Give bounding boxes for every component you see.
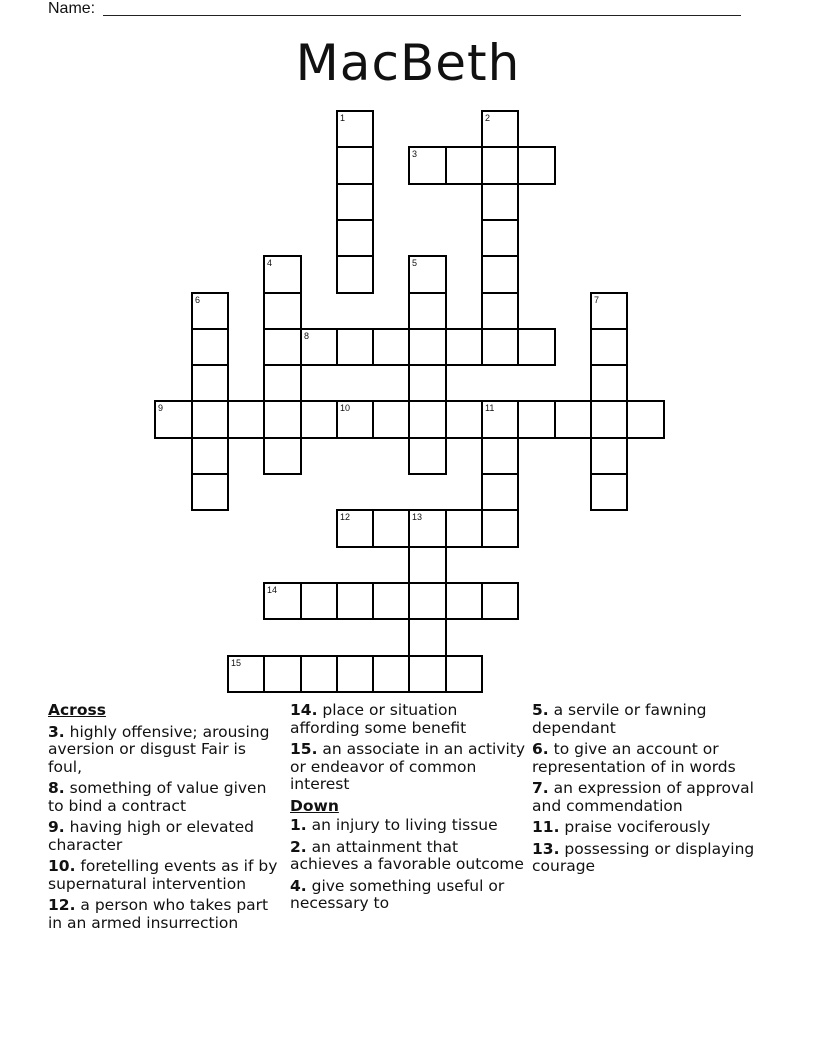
clues-column-1 xyxy=(48,702,284,936)
clue-down-5 xyxy=(532,702,772,737)
grid-cell[interactable] xyxy=(481,509,519,548)
grid-cell[interactable] xyxy=(336,400,374,439)
grid-cell[interactable] xyxy=(590,400,628,439)
clue-number: 12. xyxy=(48,896,76,914)
clue-number: 1. xyxy=(290,816,307,834)
grid-cell[interactable] xyxy=(517,328,556,366)
grid-cell[interactable] xyxy=(481,110,519,148)
grid-cell[interactable] xyxy=(408,400,447,439)
grid-cell[interactable] xyxy=(445,328,483,366)
clue-text: having high or elevated character xyxy=(48,818,255,854)
clue-text: place or situation affording some benefit xyxy=(290,701,467,737)
grid-cell[interactable] xyxy=(336,219,374,257)
grid-cell[interactable] xyxy=(300,328,338,366)
grid-cell[interactable] xyxy=(263,582,302,620)
grid-cell[interactable] xyxy=(154,400,193,439)
grid-cell[interactable] xyxy=(481,292,519,330)
across-heading: Across xyxy=(48,701,106,719)
grid-cell[interactable] xyxy=(445,146,483,185)
grid-cell[interactable] xyxy=(336,183,374,221)
grid-cell[interactable] xyxy=(300,655,338,693)
clue-across-14 xyxy=(290,702,526,737)
clue-number-label: 9 xyxy=(158,403,164,413)
grid-cell[interactable] xyxy=(372,400,410,439)
grid-cell[interactable] xyxy=(300,582,338,620)
grid-cell[interactable] xyxy=(408,582,447,620)
grid-cell[interactable] xyxy=(517,400,556,439)
clue-down-7 xyxy=(532,780,772,815)
clues-column-3 xyxy=(532,702,772,880)
grid-cell[interactable] xyxy=(408,292,447,330)
clue-text: give something useful or necessary to xyxy=(290,876,505,912)
grid-cell[interactable] xyxy=(481,582,519,620)
grid-cell[interactable] xyxy=(336,655,374,693)
clue-number-label: 14 xyxy=(267,585,278,595)
clue-number-label: 3 xyxy=(412,149,418,159)
clue-number-label: 8 xyxy=(304,331,310,341)
grid-cell[interactable] xyxy=(191,292,229,330)
grid-cell[interactable] xyxy=(517,146,556,185)
clue-text: praise vociferously xyxy=(559,818,711,836)
grid-cell[interactable] xyxy=(263,328,302,366)
grid-cell[interactable] xyxy=(481,183,519,221)
grid-cell[interactable] xyxy=(191,473,229,511)
grid-cell[interactable] xyxy=(336,509,374,548)
down-heading: Down xyxy=(290,796,339,815)
grid-cell[interactable] xyxy=(336,255,374,294)
clue-number: 9. xyxy=(48,818,65,836)
grid-cell[interactable] xyxy=(408,255,447,294)
grid-cell[interactable] xyxy=(481,437,519,475)
grid-cell[interactable] xyxy=(481,473,519,511)
clue-text: highly offensive; arousing aversion or disgust Fair is foul, xyxy=(48,722,270,776)
name-label: Name: xyxy=(48,0,96,17)
grid-cell[interactable] xyxy=(408,618,447,657)
clue-number-label: 2 xyxy=(485,113,491,123)
grid-cell[interactable] xyxy=(481,255,519,294)
grid-cell[interactable] xyxy=(554,400,592,439)
grid-cell[interactable] xyxy=(227,655,265,693)
clue-down-11 xyxy=(532,819,772,837)
grid-cell[interactable] xyxy=(191,364,229,402)
clue-across-3 xyxy=(48,724,284,777)
clue-number: 10. xyxy=(48,857,76,875)
grid-cell[interactable] xyxy=(590,328,628,366)
grid-cell[interactable] xyxy=(408,364,447,402)
clue-down-6 xyxy=(532,741,772,776)
grid-cell[interactable] xyxy=(372,655,410,693)
grid-cell[interactable] xyxy=(263,255,302,294)
grid-cell[interactable] xyxy=(481,146,519,185)
grid-cell[interactable] xyxy=(481,328,519,366)
clue-down-1 xyxy=(290,817,526,835)
clue-text: a person who takes part in an armed insurrection xyxy=(48,896,269,932)
clue-number: 6. xyxy=(532,740,549,758)
clue-across-15 xyxy=(290,741,526,794)
grid-cell[interactable] xyxy=(408,328,447,366)
clue-text: possessing or displaying courage xyxy=(532,839,755,875)
grid-cell[interactable] xyxy=(263,400,302,439)
grid-cell[interactable] xyxy=(408,655,447,693)
clue-across-12 xyxy=(48,897,284,932)
clue-number: 3. xyxy=(48,722,65,741)
grid-cell[interactable] xyxy=(300,400,338,439)
clue-number: 2. xyxy=(290,837,307,856)
clue-number: 4. xyxy=(290,876,307,895)
grid-cell[interactable] xyxy=(445,655,483,693)
clue-number-label: 15 xyxy=(231,658,242,668)
clue-number: 11. xyxy=(532,818,560,836)
grid-cell[interactable] xyxy=(590,437,628,475)
grid-cell[interactable] xyxy=(408,146,447,185)
grid-cell[interactable] xyxy=(372,509,410,548)
clue-number-label: 4 xyxy=(267,258,273,268)
grid-cell[interactable] xyxy=(445,582,483,620)
grid-cell[interactable] xyxy=(336,146,374,185)
grid-cell[interactable] xyxy=(445,400,483,439)
grid-cell[interactable] xyxy=(372,582,410,620)
clue-number-label: 11 xyxy=(485,403,495,413)
grid-cell[interactable] xyxy=(263,437,302,475)
clue-across-10 xyxy=(48,858,284,893)
puzzle-title: MacBeth xyxy=(295,34,521,92)
grid-cell[interactable] xyxy=(481,219,519,257)
clue-text: an attainment that achieves a favorable outcome xyxy=(290,837,524,873)
clue-down-4 xyxy=(290,878,526,913)
clue-number-label: 12 xyxy=(340,512,351,522)
clue-across-8 xyxy=(48,780,284,815)
clue-text: something of value given to bind a contract xyxy=(48,779,267,815)
clue-text: to give an account or representation of in words xyxy=(532,740,736,776)
clue-number: 5. xyxy=(532,701,549,719)
clue-number-label: 10 xyxy=(340,403,351,413)
clue-number-label: 1 xyxy=(340,113,346,123)
grid-cell[interactable] xyxy=(590,473,628,511)
grid-cell[interactable] xyxy=(590,364,628,402)
grid-cell[interactable] xyxy=(626,400,665,439)
grid-cell[interactable] xyxy=(372,328,410,366)
clue-across-9 xyxy=(48,819,284,854)
clue-number: 15. xyxy=(290,740,318,758)
clue-number-label: 6 xyxy=(195,295,201,305)
clues-column-2 xyxy=(290,702,526,917)
grid-cell[interactable] xyxy=(263,655,302,693)
clue-number-label: 13 xyxy=(412,512,423,522)
clue-down-13 xyxy=(532,841,772,876)
grid-cell[interactable] xyxy=(336,582,374,620)
grid-cell[interactable] xyxy=(445,509,483,548)
grid-cell[interactable] xyxy=(481,400,519,439)
clue-number: 14. xyxy=(290,701,318,719)
grid-cell[interactable] xyxy=(336,110,374,148)
clue-number: 13. xyxy=(532,839,560,858)
clue-number-label: 5 xyxy=(412,258,418,268)
grid-cell[interactable] xyxy=(191,437,229,475)
grid-cell[interactable] xyxy=(336,328,374,366)
grid-cell[interactable] xyxy=(408,509,447,548)
grid-cell[interactable] xyxy=(590,292,628,330)
clue-text: a servile or fawning dependant xyxy=(532,701,707,737)
grid-cell[interactable] xyxy=(263,292,302,330)
clue-text: an associate in an activity or endeavor of common interest xyxy=(290,740,526,793)
clue-number: 8. xyxy=(48,779,65,797)
clue-text: foretelling events as if by supernatural intervention xyxy=(48,857,278,893)
grid-cell[interactable] xyxy=(408,546,447,584)
clue-number-label: 7 xyxy=(594,295,600,305)
clue-number: 7. xyxy=(532,779,549,797)
grid-cell[interactable] xyxy=(191,400,229,439)
clue-text: an injury to living tissue xyxy=(306,816,498,834)
clue-text: an expression of approval and commendation xyxy=(532,779,754,815)
grid-cell[interactable] xyxy=(227,400,265,439)
clue-down-2 xyxy=(290,839,526,874)
grid-cell[interactable] xyxy=(263,364,302,402)
grid-cell[interactable] xyxy=(191,328,229,366)
grid-cell[interactable] xyxy=(408,437,447,475)
